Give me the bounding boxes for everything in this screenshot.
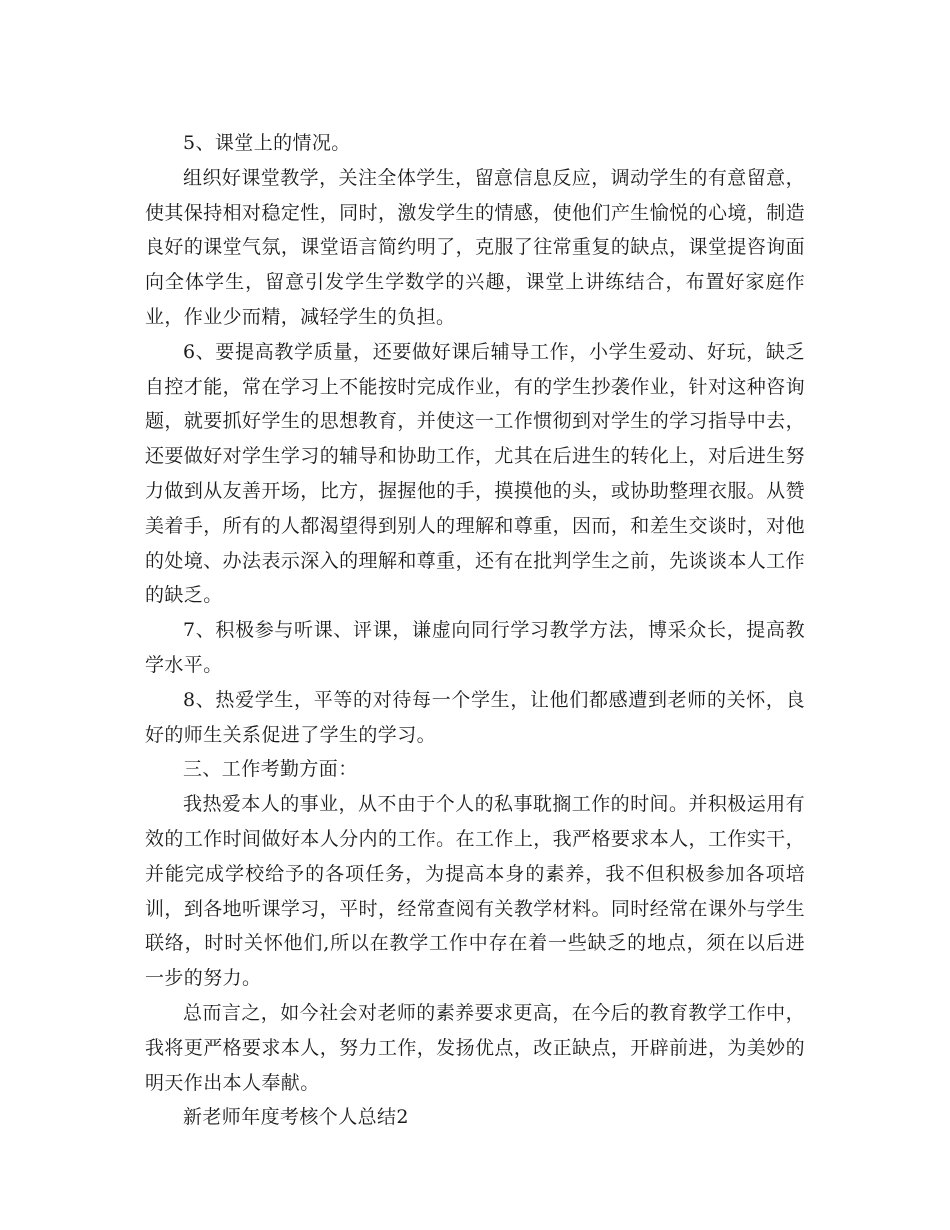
document-body [145,126,805,1135]
paragraph-after-class-tutoring: 6、要提高教学质量，还要做好课后辅导工作，小学生爱动、好玩，缺乏自控才能，常在学习上不能按时完成作业，有的学生抄袭作业，针对这种咨询题，就要抓好学生的思想教育，并使这一工作惯彻到对学生的学习指导中去，还要做好对学生学习的辅导和协助工作，尤其在后进生的转化上，对后进生努力做到从友善开场，比方，握握他的手，摸摸他的头，或协助整理衣服。从赞美着手，所有的人都渴望得到别人的理解和尊重，因而，和差生交谈时，对他的处境、办法表示深入的理解和尊重，还有在批判学生之前，先谈谈本人工作的缺乏。 [145,340,805,607]
paragraph-classroom-heading: 5、课堂上的情况。 [183,132,351,154]
paragraph-conclusion: 总而言之，如今社会对老师的素养要求更高，在今后的教育教学工作中，我将更严格要求本人，努力工作，发扬优点，改正缺点，开辟前进，为美妙的明天作出本人奉献。 [145,1001,805,1094]
paragraph-lesson-observation: 7、积极参与听课、评课，谦虚向同行学习教学方法，博采众长，提高教学水平。 [145,619,805,676]
paragraph-love-students: 8、热爱学生，平等的对待每一个学生，让他们都感遭到老师的关怀，良好的师生关系促进了学生的学习。 [145,688,805,746]
paragraph-classroom-teaching: 组织好课堂教学，关注全体学生，留意信息反应，调动学生的有意留意，使其保持相对稳定性，同时，激发学生的情感，使他们产生愉悦的心境，制造良好的课堂气氛，课堂语言简约明了，克服了往常重复的缺点，课堂提咨询面向全体学生，留意引发学生学数学的兴趣，课堂上讲练结合，布置好家庭作业，作业少而精，减轻学生的负担。 [145,166,805,328]
paragraph-attendance: 我热爱本人的事业，从不由于个人的私事耽搁工作的时间。并积极运用有效的工作时间做好本人分内的工作。在工作上，我严格要求本人，工作实干，并能完成学校给予的各项任务，为提高本身的素养，我不但积极参加各项培训，到各地听课学习，平时，经常查阅有关教学材料。同时经常在课外与学生联络，时时关怀他们,所以在教学工作中存在着一些缺乏的地点，须在以后进一步的努力。 [145,793,805,990]
section-heading-attendance: 三、工作考勤方面： [183,758,358,781]
next-document-title: 新老师年度考核个人总结2 [183,1106,409,1129]
